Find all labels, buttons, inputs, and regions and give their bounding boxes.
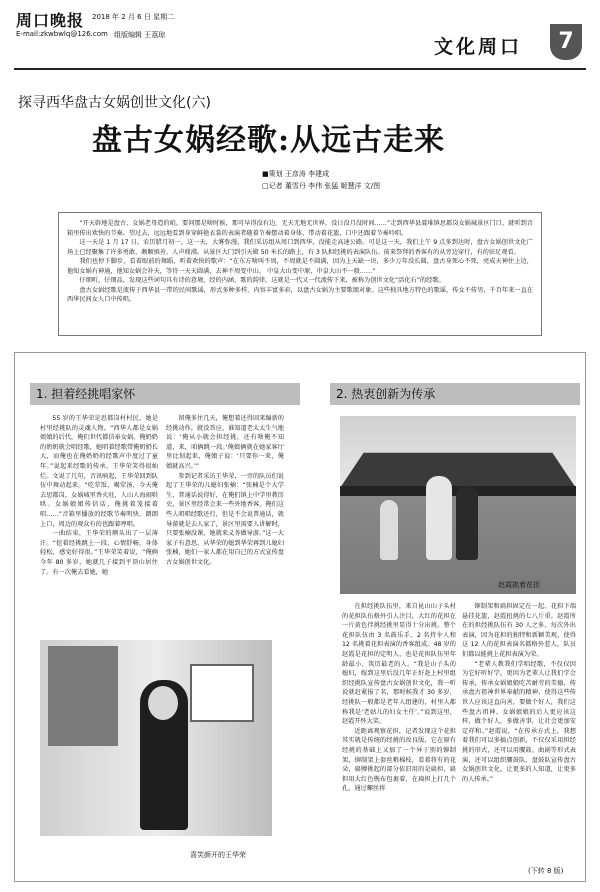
body-paragraph: 一曲结束，王华荣的额头出了一层薄汗。“挖着经挑跳上一段，心情舒畅，身体轻松，感觉好得很。”王华荣笑着说，“俺俩今年 80 多岁，她就几子接到平顶山居住了。有一次俺去看她，她 <box>40 530 158 576</box>
article-credits <box>262 168 380 192</box>
section-heading-2: 2. 热衷创新为传承 <box>330 383 580 405</box>
lead-paragraph: “开天辟地是盘古，女娲老母造的咱。要问那是啥时候，那可早得没有边。无天无地无世界，没日没月没时间……”走到西华县聂堆镇思都岗女娲城景区门口，就听到音箱里传出欢快的节奏。望过去，远远地看到身穿鲜艳衣裳的表演者随着节奏摆动着身体，带动着花篮，口中还跟着节奏吟唱。 <box>67 220 533 237</box>
page-number-badge: 7 <box>550 24 582 60</box>
layout-editor: 组版编辑 王荔琼 <box>114 31 166 39</box>
performer-figure <box>456 486 478 560</box>
statue-large <box>426 476 452 560</box>
body-paragraph: 55 岁的王华荣是思都岗村村民，她是村里经挑队的灵魂人物。“西华人都是女娲娘娘的后代，俺们世代都信奉女娲。俺奶奶的奶奶就会唱经歌，她唱着经歌带俺奶奶长大，而俺也在俺奶奶的经歌声中度过了童年。”说起来经歌的传承，王华荣笑得很灿烂。文说了几句，音讯响起，王华荣回到队伍中舞动起来。“吃荤饭，喝荤汤，今天俺去思都岗，女娲城里香火旺，人山人海闹哄哄。女娲娘娘传信话，俺挑着笼接着唱……”音箱里播放的经歌节奏明快，朗朗上口，周边的观众有的也跟着哼唱。 <box>40 415 158 528</box>
photo-caption-2: 喜笑颜开的王华荣 <box>190 851 246 859</box>
body-column-2 <box>166 414 284 626</box>
issue-date: 2018 年 2 月 6 日 星期二 <box>92 13 175 21</box>
background-panel <box>190 664 254 722</box>
section-heading-1: 1. 担着经挑唱家怀 <box>30 383 300 405</box>
credits-planning: ■策划 王彦涛 李建成 <box>262 170 330 178</box>
continued-note[interactable]: (下转 8 版) <box>528 867 564 875</box>
body-paragraph: 在担经挑队伍里，来自昆山山子头村的花担队伍格外引人注目，大红的花担在一片黄色伴挑经挑里显得十分出挑。整个花担队伍由 3 名鼓乐手、2 名持伞人和 12 名挑着花担表演的香客组成。48 岁的赵霞是花担的定明人，也是花担队伍里年龄最小、筑历最老的人。“我是山子头的媳妇，嫁到这里后没几年正好赶上村里组织经挑队宣传盘古女娲创世文化，我一听说就赶紧报了名，那时候我才 30 多岁，经挑队一般都是老年人组建的，村里人都称我是‘老姑儿的妇女主任’。”说到这里，赵霞开怀大笑。 <box>342 603 456 726</box>
lead-paragraph: 仔细听，仔细品，发现这些词句具有诗的意境，经的内涵、歌的韵律，这就是一代又一代流传下来，被称为创世文化“活化石”的经歌。 <box>79 277 445 284</box>
article-headline: 盘古女娲经歌:从远古走来 <box>92 123 446 158</box>
lead-paragraph: 我们也停下脚步，看着眼前的舞蹈，听着欢快的歌声：“在东方啥叫不周，不周就是不圆满，因为上天缺一块，多少万年没长圆，盘古身死心不死，亮成天神住上边，他知女娲有神通，他知女娲会补天，等待一天天圆满，去神不周变中山。 中皇大山变中原，中皇大山不一般……” <box>67 258 533 275</box>
lead-paragraph-box <box>58 212 542 336</box>
photo-caption-1: 赵霞挑着花担 <box>498 581 540 589</box>
body-column-4 <box>462 602 576 828</box>
statue-small <box>380 500 398 560</box>
temple-roof <box>340 444 576 488</box>
photo-wang-huarong <box>40 640 272 836</box>
contact-email[interactable]: E-mail:zkwbwlq@126.com <box>16 30 108 38</box>
body-paragraph: 参到记者采访王华荣，一旁的队员们说起了王华荣的儿媳妇张楠：“张楠是个大学生，普通话说得好，在俺们镇上中学里教历史，景区里经常会来一些外地香客，俺们这些人唱唱经歌还行，但是不会说普通话，就导游就是去人家了，景区里需要人讲解时，只要张楠没课，她就来义务做导游。”这一大家子有意思，从华荣的媳到华荣再到儿媳妇张楠，她们一家人都在用自己的方式宣传盘古女娲创世文化。 <box>166 472 284 566</box>
credits-reporters: □记者 董雪丹 李伟 张猛 姬慧洋 文/图 <box>262 182 381 190</box>
body-paragraph: 铆制架和扁担固定在一起。花担下端悬挂花篮，赵霞扭挑的七八斤重。赵霞所在的担经挑队伍有 30 人之多，每次外出表演，因为花担的独特和新颖美观，使得这 12 人的花担表演名都格外惹人，队员们都以能挑上花担表演为荣。 <box>462 603 576 658</box>
body-column-3 <box>342 602 456 828</box>
series-kicker: 探寻西华盘古女娲创世文化(六) <box>18 95 211 111</box>
section-title: 文化周口 <box>434 36 523 58</box>
masthead-logo: 周口晚报 <box>16 11 85 30</box>
lead-paragraph: 盘古女娲经歌是流传于西华县一带的民间歌谣，形式多种多样，内容丰富多彩，以盘古女娲为主要歌颂对象。这些独具地方特色的歌谣，传女不传男，千百年来一直在西华民间女人口中传唱。 <box>67 286 533 303</box>
body-column-1 <box>40 414 158 626</box>
background-door <box>48 646 118 746</box>
body-paragraph: “老辈人教我们学唱经歌，不仅仅因为它好听好学，更因为老辈人让我们学会传承，传承女娲娘娘吃苦耐劳的美德，传承盘古祖神世界奉献的精神，使得这些传世人应该这直向善，要做个好人，我们这些盘古祖神、女娲娘娘的后人更应该这样，做个好人，多做善事，让社会更加安定祥和。”赵霞说，“在传承方式上，我想着我们可以多搞点创新，不仅仅采用担经挑的形式，还可以用腰鼓、曲剧等形式表演，还可以组织腰鼓队、盘鼓队宣传盘古女娲创世文化，让更多的人知道，让更多的人传承。” <box>462 660 576 783</box>
woman-face <box>148 686 178 720</box>
body-paragraph: 近距离观察花担，记者发现这个花担其实就是传统的经挑的改良版，它在原有经挑的基础上又加了一个异于别的铆制架，铆制架上套丝粮棉枝，看着将有的花朵，扁膊挑起的部分依旧用的是扁担，扁担用大红色镌布包裹着，在扁担上打几个孔，通过螺丝将 <box>342 727 456 793</box>
photo-temple-performance <box>340 416 576 594</box>
lead-paragraph: 这一天是 1 月 17 日，农历腊月初一，这一天，大雾弥漫，我们采访组从周口到西华，没能走高速公路。可是这一天，我们上午 9 点多到达时，盘古女娲创世文化广场上已经聚集了许多勇敢、颇顺慎善、人声鼎沸。从景区大门到引天殿 50 米长的路上，有 3 队担经挑的表演队伍。前来祭拜的香客有的从旁边穿行，有的驻足观看。 <box>67 239 533 256</box>
body-paragraph: 留俺多住几天，俺想着还得回来编新的经挑动作，就没答应。谁知道老太太生气地说：‘俺从小就会担经挑，还有啥俺不知道，来，咱俩跳一段。’俺娘俩就在她家客厅里比划起来，俺娘子说：‘只要你一来，俺娘就高兴。’” <box>166 415 284 470</box>
header-divider <box>14 68 586 70</box>
